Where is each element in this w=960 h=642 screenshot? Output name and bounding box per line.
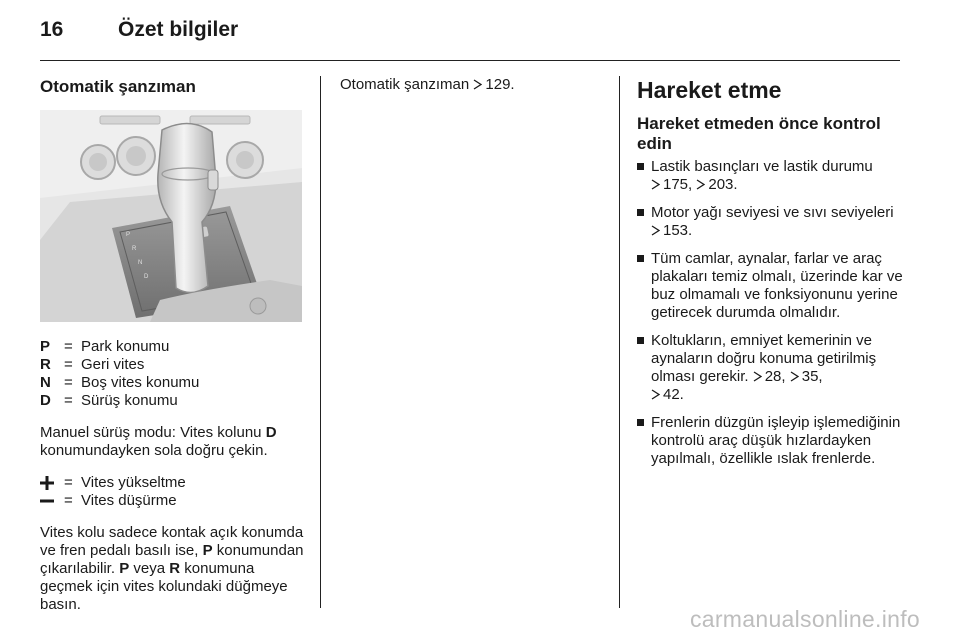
list-item — [40, 474, 306, 492]
text-run-bold: D — [265, 424, 277, 441]
position-key: R — [40, 356, 51, 373]
page-reference-arrow-icon — [696, 179, 705, 190]
header-rule — [40, 60, 900, 61]
page-reference[interactable]: 42. — [663, 386, 684, 403]
list-item — [637, 158, 907, 194]
position-text: Sürüş konumu — [81, 392, 178, 409]
text-run: Manuel sürüş modu: Vites kolunu — [40, 424, 266, 441]
minus-icon — [40, 494, 64, 508]
page-reference-arrow-icon — [753, 371, 762, 382]
position-key: D — [40, 392, 51, 409]
manual-mode-paragraph — [40, 424, 306, 460]
position-text: Park konumu — [81, 338, 170, 355]
text-run: Motor yağı seviyesi ve sıvı seviyeleri — [651, 204, 894, 221]
text-run-bold: R — [169, 560, 181, 577]
plus-icon — [40, 476, 64, 490]
equals-sign: = — [64, 492, 73, 509]
page-reference[interactable]: 129. — [485, 76, 515, 93]
section-title: Hareket etme — [637, 77, 782, 103]
position-text: Geri vites — [81, 356, 145, 373]
svg-text:P: P — [126, 232, 131, 238]
shift-text: Vites yükseltme — [81, 474, 186, 491]
cross-reference-paragraph — [340, 76, 604, 94]
list-item — [637, 204, 907, 240]
page-reference-arrow-icon — [473, 79, 482, 90]
text-run-bold: P — [119, 560, 130, 577]
gear-position-list — [40, 338, 306, 410]
column-2 — [340, 74, 604, 108]
column-1 — [40, 74, 306, 628]
page-reference[interactable]: 203. — [708, 176, 738, 193]
section-heading: Otomatik şanzıman — [40, 77, 196, 96]
page-reference[interactable]: 175, — [663, 176, 693, 193]
page-reference-arrow-icon — [790, 371, 799, 382]
position-text: Boş vites konumu — [81, 374, 200, 391]
equals-sign: = — [64, 356, 73, 373]
position-key: N — [40, 374, 51, 391]
text-run: Otomatik şanzıman — [340, 76, 470, 93]
list-item — [40, 338, 306, 356]
watermark: carmanualsonline.info — [689, 606, 920, 632]
column-3 — [637, 74, 907, 478]
page-reference[interactable]: 35, — [801, 368, 823, 385]
equals-sign: = — [64, 374, 73, 391]
list-item — [40, 392, 306, 410]
page-reference-arrow-icon — [651, 179, 660, 190]
text-run: Vites kolu sadece kontak açık konumda ve fren pedalı basılı ise, — [40, 524, 304, 559]
equals-sign: = — [64, 338, 73, 355]
page-reference[interactable]: 28, — [764, 368, 786, 385]
list-item — [40, 356, 306, 374]
svg-text:R: R — [132, 246, 137, 252]
text-run: veya — [129, 560, 170, 577]
shift-lock-paragraph — [40, 524, 306, 614]
list-item — [637, 250, 907, 322]
text-run: konumuna geçmek için vites kolundaki düğmeye basın. — [40, 560, 288, 613]
page-header — [40, 18, 238, 42]
text-run: konumundayken sola doğru çekin. — [40, 442, 268, 459]
shift-list — [40, 474, 306, 510]
column-divider — [619, 76, 620, 608]
page-title: Özet bilgiler — [118, 18, 239, 41]
page-reference[interactable]: 153. — [663, 222, 693, 239]
equals-sign: = — [64, 474, 73, 491]
list-item — [40, 374, 306, 392]
page-reference-arrow-icon — [651, 389, 660, 400]
page-reference-arrow-icon — [651, 225, 660, 236]
list-item — [637, 414, 907, 468]
equals-sign: = — [64, 392, 73, 409]
column-divider — [320, 76, 321, 608]
svg-text:D: D — [144, 274, 149, 280]
page-number: 16 — [40, 18, 64, 41]
checklist — [637, 158, 907, 468]
svg-text:N: N — [138, 260, 143, 266]
text-run: Koltukların, emniyet kemerinin ve aynaların doğru konuma getirilmiş olması gerekir. — [651, 332, 877, 385]
shift-text: Vites düşürme — [81, 492, 177, 509]
text-run: Lastik basınçları ve lastik durumu — [651, 158, 873, 175]
list-item — [40, 492, 306, 510]
subsection-title: Hareket etmeden önce kontrol edin — [637, 114, 881, 153]
text-run: konumundan çıkarılabilir. — [40, 542, 304, 577]
text-run: Frenlerin düzgün işleyip işlemediğinin kontrolü araç düşük hızlardayken yapılmalı, özellikle ıslak frenlerde. — [651, 414, 901, 467]
position-key: P — [40, 338, 51, 355]
text-run-bold: P — [202, 542, 213, 559]
gear-selector-illustration — [40, 110, 302, 322]
text-run: Tüm camlar, aynalar, farlar ve araç plakaları temiz olmalı, üzerinde kar ve buz olmamalı ve fonksiyonunu yerine getirecek durumda olmalıdır. — [651, 250, 903, 321]
list-item — [637, 332, 907, 404]
